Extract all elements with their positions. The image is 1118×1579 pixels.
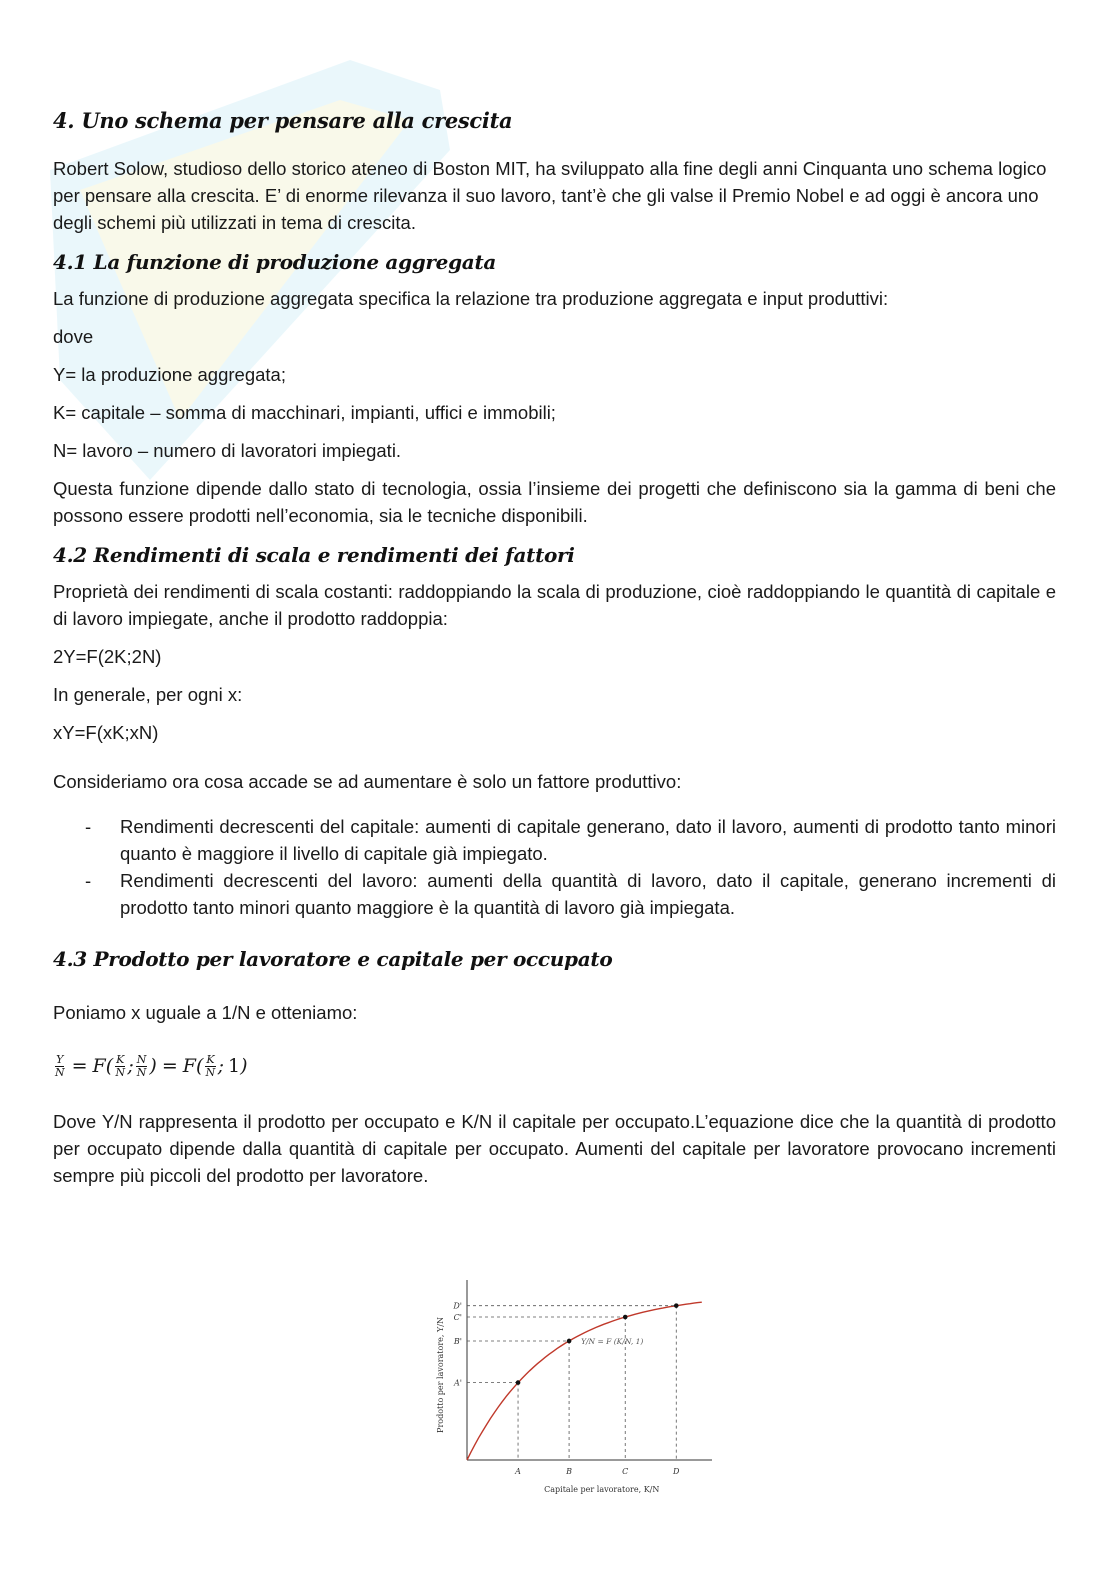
x-tick-label: B — [566, 1467, 573, 1476]
paragraph: dove — [53, 326, 94, 347]
data-point — [623, 1315, 628, 1320]
y-tick-label: D' — [453, 1301, 462, 1311]
x-tick-label: D — [673, 1467, 680, 1476]
x-tick-label: A — [515, 1467, 521, 1476]
data-point — [674, 1303, 679, 1308]
list-item: - Rendimenti decrescenti del lavoro: aumenti della quantità di lavoro, dato il capitale, generano incrementi di prodotto tanto minori quanto maggiore è la quantità di lavoro già impiegata. — [53, 867, 1056, 921]
y-tick-label: A' — [454, 1378, 462, 1388]
paragraph: Consideriamo ora cosa accade se ad aumentare è solo un fattore produttivo: — [53, 771, 682, 792]
y-tick-label: B' — [453, 1336, 462, 1346]
section-4-3-title: 4.3 Prodotto per lavoratore e capitale per occupato — [53, 947, 613, 971]
paragraph: Questa funzione dipende dallo stato di tecnologia, ossia l’insieme dei progetti che definiscono sia la gamma di beni che possono essere prodotti nell’economia, sia le tecniche disponibili. — [53, 478, 1056, 526]
section-4-1-title: 4.1 La funzione di produzione aggregata — [53, 250, 497, 274]
list-item: - Rendimenti decrescenti del capitale: aumenti di capitale generano, dato il lavoro, aumenti di prodotto tanto minori quanto è maggiore il livello di capitale già impiegato. — [53, 813, 1056, 867]
bullet-list — [53, 813, 1056, 921]
equation: xY=F(xK;xN) — [53, 722, 159, 743]
equation: 2Y=F(2K;2N) — [53, 646, 162, 667]
section-4-title: 4. Uno schema per pensare alla crescita — [53, 108, 513, 133]
document-body — [53, 108, 1056, 1189]
paragraph: N= lavoro – numero di lavoratori impiegati. — [53, 440, 402, 461]
paragraph: Dove Y/N rappresenta il prodotto per occupato e K/N il capitale per occupato.L’equazione dice che la quantità di prodotto per occupato dipende dalla quantità di capitale per occupato. Aumenti del capitale per lavoratore provocano incrementi sempre più piccoli del prodotto per lavoratore. — [53, 1111, 1056, 1186]
x-axis-label: Capitale per lavoratore, K/N — [544, 1485, 660, 1494]
y-axis-label: Prodotto per lavoratore, Y/N — [436, 1317, 445, 1433]
paragraph: Y= la produzione aggregata; — [53, 364, 286, 385]
section-4-2-title: 4.2 Rendimenti di scala e rendimenti dei fattori — [53, 543, 575, 567]
paragraph: Poniamo x uguale a 1/N e otteniamo: — [53, 1002, 358, 1023]
x-tick-label: C — [622, 1467, 629, 1476]
paragraph: La funzione di produzione aggregata specifica la relazione tra produzione aggregata e input produttivi: — [53, 288, 889, 309]
paragraph: In generale, per ogni x: — [53, 684, 243, 705]
production-curve — [467, 1302, 702, 1460]
production-function-chart — [425, 1265, 725, 1505]
data-point — [516, 1380, 521, 1385]
y-tick-label: C' — [453, 1313, 462, 1323]
data-point — [567, 1339, 572, 1344]
dash-bullet: - — [85, 870, 92, 891]
dash-bullet: - — [85, 816, 92, 837]
paragraph: Proprietà dei rendimenti di scala costanti: raddoppiando la scala di produzione, cioè raddoppiando le quantità di capitale e di lavoro impiegate, anche il prodotto raddoppia: — [53, 581, 1056, 629]
chart-svg — [425, 1265, 725, 1505]
per-worker-formula: $\frac{Y}{N}$ = F ( $\frac{K}{N}$ ; $\frac{N}{N}$ ) = F ( $\frac{K}{N}$ ; 1 ) — [55, 1052, 248, 1079]
paragraph: K= capitale – somma di macchinari, impianti, uffici e immobili; — [53, 402, 556, 423]
curve-label: Y/N = F (K/N, 1) — [581, 1336, 644, 1346]
section-4-intro: Robert Solow, studioso dello storico ateneo di Boston MIT, ha sviluppato alla fine degli anni Cinquanta uno schema logico per pensare alla crescita. E’ di enorme rilevanza il suo lavoro, tant’è che gli valse il Premio Nobel e ad oggi è ancora uno degli schemi più utilizzati in tema di crescita. — [53, 158, 1047, 233]
